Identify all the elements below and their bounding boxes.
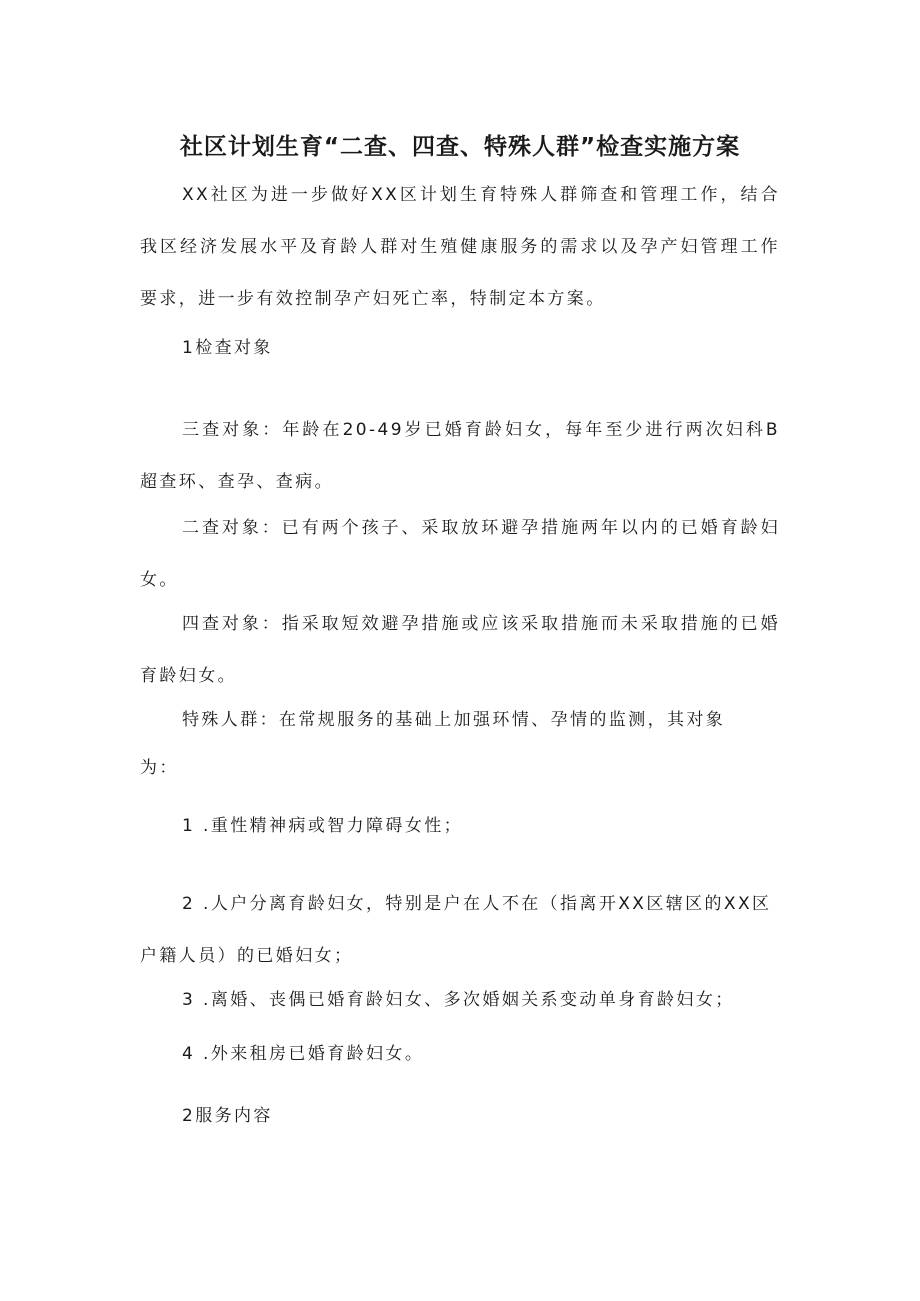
- list-item-2: 2 .人户分离育龄妇女，特别是户在人不在（指离开XX区辖区的XX区户籍人员）的已婚妇女；: [140, 894, 772, 966]
- section-heading-2: 2服务内容: [182, 1106, 273, 1126]
- paragraph-ercha: 二查对象：已有两个孩子、采取放环避孕措施两年以内的已婚育龄妇女。: [140, 518, 780, 590]
- paragraph-sicha: 四查对象：指采取短效避孕措施或应该采取措施而未采取措施的已婚育龄妇女。: [140, 614, 780, 686]
- paragraph-teshu-line2: 为：: [140, 758, 179, 778]
- list-item-4: 4 .外来租房已婚育龄妇女。: [182, 1044, 425, 1064]
- section-heading-1: 1检查对象: [182, 338, 273, 358]
- paragraph-teshu-line1: 特殊人群：在常规服务的基础上加强环情、孕情的监测，其对象: [182, 710, 726, 730]
- list-item-1: 1 .重性精神病或智力障碍女性；: [182, 816, 464, 836]
- paragraph-sancha: 三查对象：年龄在20-49岁已婚育龄妇女，每年至少进行两次妇科B超查环、查孕、查病。: [140, 420, 780, 492]
- intro-paragraph: XX社区为进一步做好XX区计划生育特殊人群筛查和管理工作，结合我区经济发展水平及育龄人群对生殖健康服务的需求以及孕产妇管理工作要求，进一步有效控制孕产妇死亡率，特制定本方案。: [140, 185, 780, 309]
- list-item-3: 3 .离婚、丧偶已婚育龄妇女、多次婚姻关系变动单身育龄妇女；: [182, 990, 735, 1010]
- document-title: 社区计划生育“二查、四查、特殊人群”检查实施方案: [179, 134, 741, 160]
